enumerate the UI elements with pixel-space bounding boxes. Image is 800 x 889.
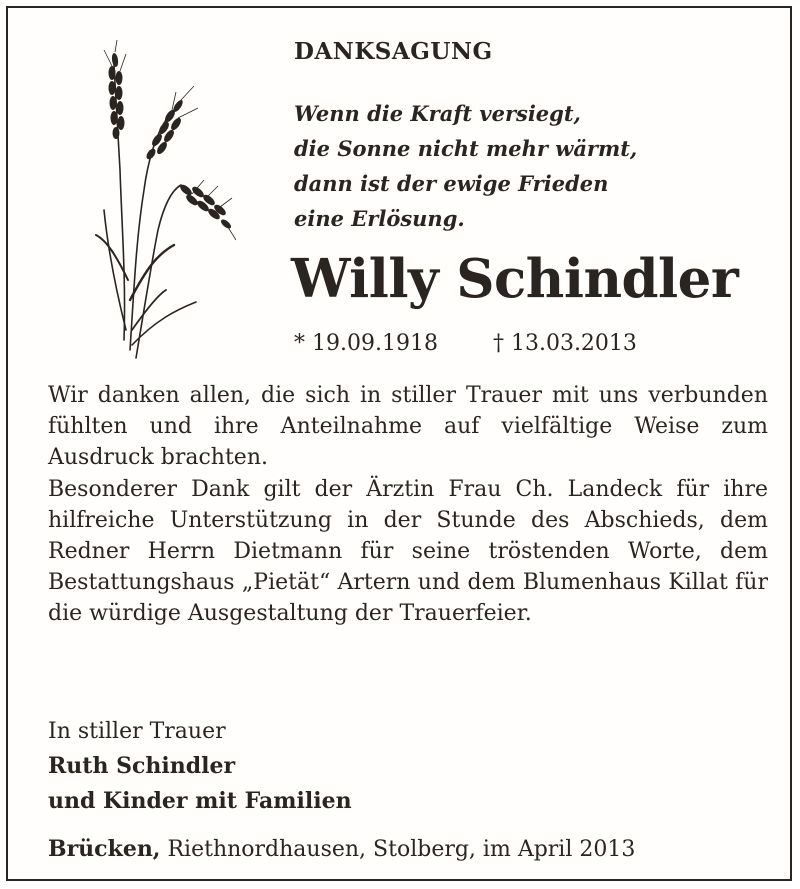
thanks-paragraph: Wir danken allen, die sich in stiller Trauer mit uns verbunden fühlten und ihre Anteilnahme auf vielfältige Weise zum Ausdruck brachten.: [48, 383, 768, 471]
signature-name: Ruth Schindler: [48, 753, 236, 779]
death-date: † 13.03.2013: [492, 331, 637, 356]
poem: [294, 96, 734, 236]
place-primary: Brücken,: [48, 836, 161, 862]
obituary-notice: [6, 6, 792, 881]
signature-family: und Kinder mit Familien: [48, 788, 352, 814]
place-rest: Riethnordhausen, Stolberg, im April 2013: [160, 837, 636, 862]
thanks-text: [48, 380, 768, 630]
poem-line: die Sonne nicht mehr wärmt,: [294, 136, 638, 161]
signature-block: [48, 714, 352, 819]
life-dates: [294, 331, 637, 356]
place-date-line: [48, 836, 635, 862]
signature-intro: In stiller Trauer: [48, 719, 226, 744]
wheat-icon: [86, 40, 236, 362]
poem-line: Wenn die Kraft versiegt,: [294, 101, 581, 126]
thanks-paragraph: Besonderer Dank gilt der Ärztin Frau Ch. Landeck für ihre hilfreiche Unterstützung in der Stunde des Abschieds, dem Redner Herrn Dietmann für seine tröstenden Worte, dem Bestattungshaus „Pietät“ Artern und dem Blumenhaus Killat für die würdige Ausgestaltung der Trauerfeier.: [48, 476, 768, 627]
poem-line: eine Erlösung.: [294, 206, 465, 231]
notice-heading: DANKSAGUNG: [294, 38, 493, 65]
poem-line: dann ist der ewige Frieden: [294, 171, 609, 196]
deceased-name: Willy Schindler: [291, 248, 739, 310]
birth-date: * 19.09.1918: [294, 331, 438, 356]
